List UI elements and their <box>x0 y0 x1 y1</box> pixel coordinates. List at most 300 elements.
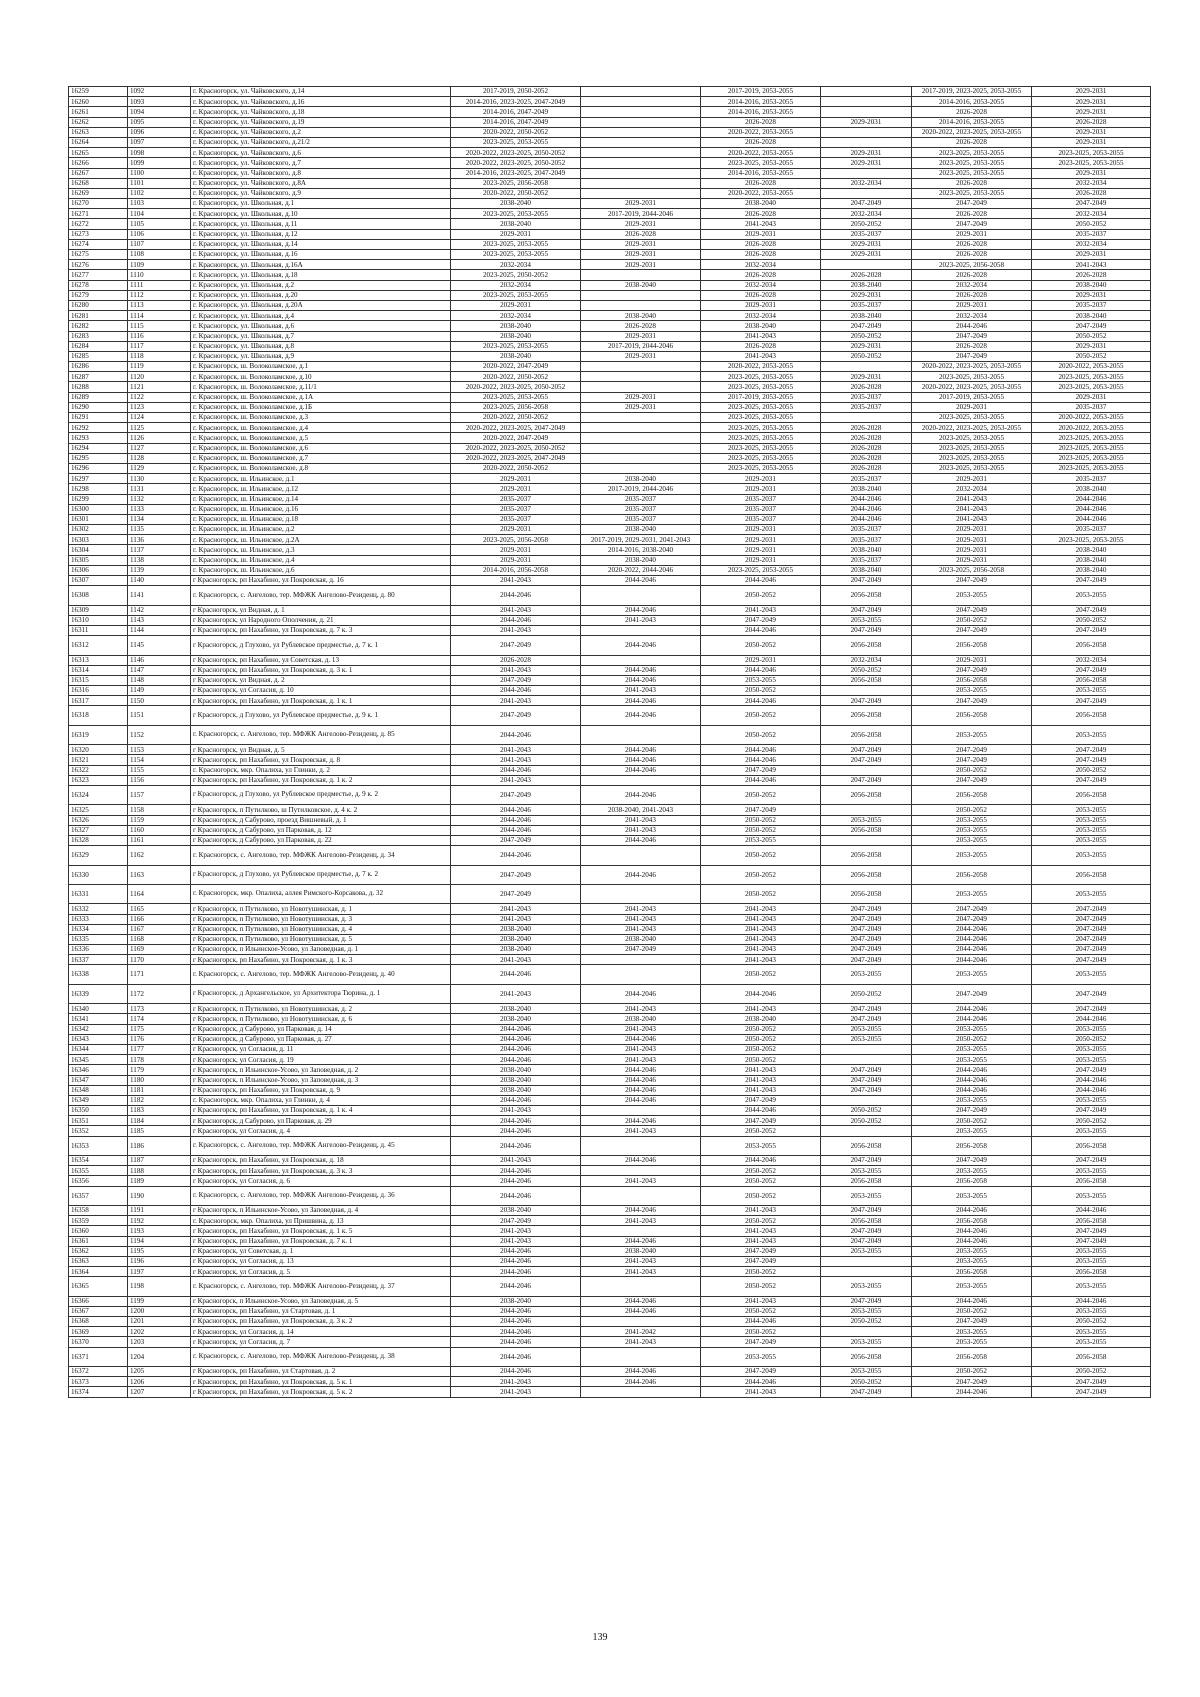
table-row <box>69 786 1151 805</box>
cell-period-d: 2053-2055 <box>821 1306 912 1316</box>
cell-house-number: 1134 <box>128 514 191 524</box>
cell-address: г. Красногорск, ул. Школьная, д.1 <box>191 199 451 209</box>
cell-period-b: 2044-2046 <box>581 1065 701 1075</box>
cell-period-d: 2047-2049 <box>821 199 912 209</box>
cell-period-a: 2044-2046 <box>451 825 581 835</box>
cell-period-b: 2041-2043 <box>581 914 701 924</box>
cell-row-number: 16363 <box>69 1256 128 1266</box>
table-row <box>69 1186 1151 1205</box>
cell-period-b <box>581 148 701 158</box>
cell-period-c: 2038-2040 <box>701 321 821 331</box>
cell-row-number: 16355 <box>69 1166 128 1176</box>
table-row <box>69 351 1151 361</box>
cell-house-number: 1140 <box>128 576 191 586</box>
cell-address: г. Красногорск, ул. Школьная, д.16 <box>191 250 451 260</box>
cell-period-f: 2053-2055 <box>1032 725 1151 744</box>
cell-row-number: 16356 <box>69 1176 128 1186</box>
table-row <box>69 290 1151 300</box>
cell-row-number: 16297 <box>69 474 128 484</box>
cell-period-c: 2047-2049 <box>701 1256 821 1266</box>
table-row <box>69 423 1151 433</box>
cell-period-d: 2056-2058 <box>821 825 912 835</box>
cell-period-e: 2044-2046 <box>912 321 1032 331</box>
table-row <box>69 1166 1151 1176</box>
cell-period-f: 2035-2037 <box>1032 402 1151 412</box>
cell-period-d <box>821 87 912 97</box>
cell-address: г. Красногорск, с. Ангелово, тер. МФЖК Ангелово-Резиденц, д. 80 <box>191 586 451 605</box>
table-row <box>69 984 1151 1003</box>
cell-period-b <box>581 107 701 117</box>
repair-schedule-table <box>68 86 1151 1398</box>
cell-address: г Красногорск, п Путилково, ул Новотушинская, д. 3 <box>191 914 451 924</box>
cell-address: г Красногорск, п Путилково, ул Новотушинская, д. 2 <box>191 1004 451 1014</box>
table-row <box>69 565 1151 575</box>
cell-period-d <box>821 686 912 696</box>
cell-address: г. Красногорск, ул. Чайковского, д.6 <box>191 148 451 158</box>
cell-period-f: 2026-2028 <box>1032 188 1151 198</box>
cell-period-a: 2023-2025, 2053-2055 <box>451 392 581 402</box>
cell-address: г. Красногорск, ш. Ильинское, д.14 <box>191 494 451 504</box>
table-row <box>69 1176 1151 1186</box>
table-row <box>69 825 1151 835</box>
cell-address: г. Красногорск, ул. Школьная, д.4 <box>191 311 451 321</box>
cell-period-e: 2029-2031 <box>912 555 1032 565</box>
cell-period-b: 2044-2046 <box>581 1075 701 1085</box>
cell-period-c: 2047-2049 <box>701 615 821 625</box>
cell-house-number: 1153 <box>128 745 191 755</box>
cell-period-f: 2047-2049 <box>1032 199 1151 209</box>
cell-period-c: 2050-2052 <box>701 1024 821 1034</box>
cell-address: г Красногорск, д Сабурово, ул Парковая, д. 27 <box>191 1034 451 1044</box>
cell-row-number: 16311 <box>69 625 128 635</box>
cell-address: г. Красногорск, ш. Волоколамское, д.3 <box>191 413 451 423</box>
cell-period-a: 2029-2031 <box>451 474 581 484</box>
cell-row-number: 16358 <box>69 1206 128 1216</box>
cell-house-number: 1185 <box>128 1126 191 1136</box>
cell-period-e: 2050-2052 <box>912 1034 1032 1044</box>
table-row <box>69 209 1151 219</box>
table-row <box>69 1367 1151 1377</box>
cell-period-f: 2056-2058 <box>1032 865 1151 884</box>
cell-period-e: 2053-2055 <box>912 586 1032 605</box>
cell-period-c: 2038-2040 <box>701 1014 821 1024</box>
table-row <box>69 625 1151 635</box>
cell-period-c: 2053-2055 <box>701 675 821 685</box>
cell-period-e: 2023-2025, 2053-2055 <box>912 158 1032 168</box>
cell-period-b: 2038-2040 <box>581 934 701 944</box>
cell-address: г Красногорск, рп Нахабино, ул Покровская, д. 3 к. 3 <box>191 1166 451 1176</box>
cell-address: г Красногорск, рп Нахабино, ул Покровская, д. 1 к. 2 <box>191 775 451 785</box>
cell-row-number: 16338 <box>69 965 128 984</box>
cell-period-a: 2041-2043 <box>451 984 581 1003</box>
cell-period-d: 2035-2037 <box>821 535 912 545</box>
cell-period-c: 2035-2037 <box>701 504 821 514</box>
cell-house-number: 1139 <box>128 565 191 575</box>
cell-period-e: 2044-2046 <box>912 945 1032 955</box>
cell-house-number: 1099 <box>128 158 191 168</box>
cell-period-c: 2035-2037 <box>701 514 821 524</box>
cell-house-number: 1095 <box>128 117 191 127</box>
cell-period-c: 2026-2028 <box>701 250 821 260</box>
table-row <box>69 904 1151 914</box>
cell-period-e: 2044-2046 <box>912 1075 1032 1085</box>
cell-period-c: 2026-2028 <box>701 137 821 147</box>
cell-period-b: 2044-2046 <box>581 745 701 755</box>
cell-period-a: 2044-2046 <box>451 1277 581 1296</box>
cell-period-b: 2044-2046 <box>581 706 701 725</box>
table-row <box>69 117 1151 127</box>
cell-address: г Красногорск, ул Согласия, д. 14 <box>191 1327 451 1337</box>
table-row <box>69 87 1151 97</box>
cell-period-f: 2023-2025, 2053-2055 <box>1032 433 1151 443</box>
cell-address: г. Красногорск, ш. Волоколамское, д.11/1 <box>191 382 451 392</box>
cell-period-e: 2020-2022, 2023-2025, 2053-2055 <box>912 382 1032 392</box>
cell-period-c: 2044-2046 <box>701 775 821 785</box>
cell-row-number: 16320 <box>69 745 128 755</box>
cell-period-e: 2053-2055 <box>912 1126 1032 1136</box>
cell-row-number: 16357 <box>69 1186 128 1205</box>
cell-row-number: 16343 <box>69 1034 128 1044</box>
table-row <box>69 686 1151 696</box>
cell-period-e: 2050-2052 <box>912 1306 1032 1316</box>
cell-period-b <box>581 137 701 147</box>
cell-period-f: 2044-2046 <box>1032 1085 1151 1095</box>
cell-period-b <box>581 413 701 423</box>
cell-period-a: 2017-2019, 2050-2052 <box>451 87 581 97</box>
cell-period-d <box>821 805 912 815</box>
cell-row-number: 16301 <box>69 514 128 524</box>
table-row <box>69 270 1151 280</box>
table-row <box>69 311 1151 321</box>
cell-address: г Красногорск, д Глухово, ул Рублевское предместье, д. 7 к. 1 <box>191 636 451 655</box>
cell-period-f: 2047-2049 <box>1032 904 1151 914</box>
cell-period-d <box>821 260 912 270</box>
cell-period-f: 2029-2031 <box>1032 341 1151 351</box>
cell-house-number: 1207 <box>128 1387 191 1397</box>
cell-period-f: 2050-2052 <box>1032 765 1151 775</box>
table-row <box>69 846 1151 865</box>
cell-address: г. Красногорск, ш. Волоколамское, д.1А <box>191 392 451 402</box>
cell-period-f: 2032-2034 <box>1032 239 1151 249</box>
cell-period-d: 2029-2031 <box>821 290 912 300</box>
cell-period-e: 2047-2049 <box>912 984 1032 1003</box>
cell-house-number: 1187 <box>128 1156 191 1166</box>
cell-period-f: 2047-2049 <box>1032 945 1151 955</box>
cell-period-d: 2056-2058 <box>821 586 912 605</box>
cell-period-c: 2026-2028 <box>701 209 821 219</box>
cell-period-c: 2050-2052 <box>701 586 821 605</box>
cell-period-a: 2044-2046 <box>451 1347 581 1366</box>
cell-period-b: 2047-2049 <box>581 945 701 955</box>
cell-period-b: 2029-2031 <box>581 250 701 260</box>
cell-period-c: 2023-2025, 2053-2055 <box>701 158 821 168</box>
cell-period-e: 2053-2055 <box>912 815 1032 825</box>
cell-period-a: 2044-2046 <box>451 815 581 825</box>
cell-period-c: 2044-2046 <box>701 625 821 635</box>
cell-period-f: 2056-2058 <box>1032 1216 1151 1226</box>
table-row <box>69 1136 1151 1155</box>
cell-row-number: 16287 <box>69 372 128 382</box>
cell-address: г Красногорск, п Путилково, ул Новотушинская, д. 4 <box>191 924 451 934</box>
cell-period-b <box>581 372 701 382</box>
cell-house-number: 1122 <box>128 392 191 402</box>
cell-row-number: 16296 <box>69 463 128 473</box>
cell-period-a: 2044-2046 <box>451 1034 581 1044</box>
cell-period-b: 2041-2043 <box>581 1126 701 1136</box>
cell-address: г. Красногорск, ул. Чайковского, д.21/2 <box>191 137 451 147</box>
cell-period-a: 2041-2043 <box>451 1236 581 1246</box>
cell-house-number: 1184 <box>128 1116 191 1126</box>
cell-period-c: 2050-2052 <box>701 1055 821 1065</box>
cell-address: г Красногорск, ул Согласия, д. 13 <box>191 1256 451 1266</box>
cell-period-f: 2053-2055 <box>1032 884 1151 903</box>
cell-period-a: 2014-2016, 2023-2025, 2047-2049 <box>451 168 581 178</box>
cell-period-b <box>581 117 701 127</box>
cell-period-a: 2047-2049 <box>451 835 581 845</box>
cell-house-number: 1155 <box>128 765 191 775</box>
cell-period-b: 2044-2046 <box>581 865 701 884</box>
cell-address: г. Красногорск, ш. Волоколамское, д.8 <box>191 463 451 473</box>
table-row <box>69 250 1151 260</box>
cell-address: г Красногорск, рп Нахабино, ул Покровская, д. 1 к. 1 <box>191 696 451 706</box>
cell-house-number: 1174 <box>128 1014 191 1024</box>
cell-period-e: 2047-2049 <box>912 775 1032 785</box>
cell-period-c: 2053-2055 <box>701 1136 821 1155</box>
cell-period-e: 2047-2049 <box>912 199 1032 209</box>
cell-period-b: 2044-2046 <box>581 675 701 685</box>
cell-period-a: 2044-2046 <box>451 1337 581 1347</box>
cell-period-d: 2053-2055 <box>821 615 912 625</box>
cell-period-e: 2047-2049 <box>912 625 1032 635</box>
cell-period-f: 2053-2055 <box>1032 835 1151 845</box>
cell-address: г. Красногорск, ш. Волоколамское, д.6 <box>191 443 451 453</box>
cell-period-e: 2044-2046 <box>912 1014 1032 1024</box>
table-row <box>69 97 1151 107</box>
cell-row-number: 16312 <box>69 636 128 655</box>
cell-house-number: 1172 <box>128 984 191 1003</box>
cell-period-a: 2038-2040 <box>451 945 581 955</box>
cell-period-e: 2053-2055 <box>912 1277 1032 1296</box>
table-row <box>69 1337 1151 1347</box>
cell-period-e: 2044-2046 <box>912 1296 1032 1306</box>
cell-period-d <box>821 107 912 117</box>
cell-period-d: 2050-2052 <box>821 331 912 341</box>
table-row <box>69 1256 1151 1266</box>
table-row <box>69 1226 1151 1236</box>
cell-row-number: 16346 <box>69 1065 128 1075</box>
cell-period-e: 2026-2028 <box>912 107 1032 117</box>
cell-row-number: 16348 <box>69 1085 128 1095</box>
cell-address: г. Красногорск, ш. Волоколамское, д.4 <box>191 423 451 433</box>
cell-period-f: 2053-2055 <box>1032 1044 1151 1054</box>
cell-house-number: 1177 <box>128 1044 191 1054</box>
cell-row-number: 16286 <box>69 362 128 372</box>
cell-period-f: 2047-2049 <box>1032 1226 1151 1236</box>
cell-period-a: 2044-2046 <box>451 1136 581 1155</box>
cell-period-b <box>581 87 701 97</box>
cell-period-f: 2038-2040 <box>1032 555 1151 565</box>
cell-house-number: 1106 <box>128 229 191 239</box>
cell-period-f: 2047-2049 <box>1032 755 1151 765</box>
cell-house-number: 1199 <box>128 1296 191 1306</box>
cell-period-d: 2044-2046 <box>821 494 912 504</box>
cell-row-number: 16372 <box>69 1367 128 1377</box>
cell-period-b: 2044-2046 <box>581 665 701 675</box>
cell-period-a: 2041-2043 <box>451 1377 581 1387</box>
cell-period-a: 2044-2046 <box>451 805 581 815</box>
cell-period-f: 2047-2049 <box>1032 1236 1151 1246</box>
cell-period-e: 2047-2049 <box>912 1156 1032 1166</box>
cell-period-e: 2029-2031 <box>912 655 1032 665</box>
cell-period-a: 2044-2046 <box>451 1095 581 1105</box>
cell-row-number: 16344 <box>69 1044 128 1054</box>
cell-period-f: 2047-2049 <box>1032 576 1151 586</box>
cell-period-a: 2041-2043 <box>451 914 581 924</box>
table-row <box>69 392 1151 402</box>
cell-period-f: 2053-2055 <box>1032 1024 1151 1034</box>
cell-period-d: 2047-2049 <box>821 904 912 914</box>
cell-house-number: 1168 <box>128 934 191 944</box>
cell-period-d: 2047-2049 <box>821 1387 912 1397</box>
cell-period-e: 2053-2055 <box>912 1024 1032 1034</box>
cell-house-number: 1107 <box>128 239 191 249</box>
cell-house-number: 1158 <box>128 805 191 815</box>
cell-period-d: 2026-2028 <box>821 453 912 463</box>
cell-period-d: 2056-2058 <box>821 706 912 725</box>
table-row <box>69 555 1151 565</box>
cell-period-d: 2056-2058 <box>821 1176 912 1186</box>
cell-period-a: 2038-2040 <box>451 351 581 361</box>
cell-period-d: 2044-2046 <box>821 514 912 524</box>
cell-period-d <box>821 1126 912 1136</box>
cell-period-f: 2035-2037 <box>1032 229 1151 239</box>
cell-period-d: 2047-2049 <box>821 1206 912 1216</box>
table-row <box>69 1116 1151 1126</box>
cell-period-e: 2023-2025, 2053-2055 <box>912 433 1032 443</box>
cell-period-a: 2041-2043 <box>451 625 581 635</box>
cell-period-c: 2041-2043 <box>701 605 821 615</box>
table-row <box>69 696 1151 706</box>
cell-house-number: 1157 <box>128 786 191 805</box>
cell-row-number: 16279 <box>69 290 128 300</box>
table-row <box>69 586 1151 605</box>
cell-row-number: 16304 <box>69 545 128 555</box>
cell-period-d <box>821 1267 912 1277</box>
table-row <box>69 239 1151 249</box>
cell-period-b <box>581 846 701 865</box>
cell-period-f: 2038-2040 <box>1032 280 1151 290</box>
cell-period-a: 2044-2046 <box>451 686 581 696</box>
cell-period-a: 2020-2022, 2047-2049 <box>451 433 581 443</box>
cell-period-f: 2026-2028 <box>1032 270 1151 280</box>
cell-period-e: 2023-2025, 2053-2055 <box>912 372 1032 382</box>
cell-house-number: 1135 <box>128 525 191 535</box>
table-row <box>69 229 1151 239</box>
cell-house-number: 1183 <box>128 1106 191 1116</box>
cell-address: г. Красногорск, ш. Ильинское, д.18 <box>191 514 451 524</box>
cell-address: г. Красногорск, ул. Школьная, д.16А <box>191 260 451 270</box>
cell-row-number: 16336 <box>69 945 128 955</box>
cell-period-d <box>821 1327 912 1337</box>
cell-address: г. Красногорск, с. Ангелово, тер. МФЖК Ангелово-Резиденц, д. 37 <box>191 1277 451 1296</box>
cell-row-number: 16270 <box>69 199 128 209</box>
cell-period-c: 2026-2028 <box>701 341 821 351</box>
table-row <box>69 775 1151 785</box>
cell-period-b: 2041-2043 <box>581 615 701 625</box>
cell-period-a: 2044-2046 <box>451 1256 581 1266</box>
cell-period-c: 2044-2046 <box>701 1106 821 1116</box>
cell-period-a: 2044-2046 <box>451 765 581 775</box>
cell-period-a: 2038-2040 <box>451 199 581 209</box>
cell-house-number: 1114 <box>128 311 191 321</box>
cell-period-c: 2035-2037 <box>701 494 821 504</box>
cell-period-b <box>581 433 701 443</box>
cell-period-b <box>581 1226 701 1236</box>
cell-period-e: 2023-2025, 2053-2055 <box>912 443 1032 453</box>
cell-house-number: 1159 <box>128 815 191 825</box>
cell-row-number: 16353 <box>69 1136 128 1155</box>
cell-period-e: 2044-2046 <box>912 955 1032 965</box>
cell-period-d: 2026-2028 <box>821 382 912 392</box>
cell-period-e: 2056-2058 <box>912 786 1032 805</box>
cell-house-number: 1144 <box>128 625 191 635</box>
cell-period-d: 2047-2049 <box>821 1065 912 1075</box>
cell-period-e: 2023-2025, 2053-2055 <box>912 463 1032 473</box>
cell-row-number: 16261 <box>69 107 128 117</box>
cell-period-f: 2029-2031 <box>1032 392 1151 402</box>
cell-period-e: 2047-2049 <box>912 696 1032 706</box>
cell-row-number: 16273 <box>69 229 128 239</box>
cell-house-number: 1125 <box>128 423 191 433</box>
cell-house-number: 1116 <box>128 331 191 341</box>
cell-house-number: 1194 <box>128 1236 191 1246</box>
cell-period-a: 2044-2046 <box>451 586 581 605</box>
cell-address: г Красногорск, ул Согласия, д. 11 <box>191 1044 451 1054</box>
cell-address: г. Красногорск, ул. Чайковского, д.9 <box>191 188 451 198</box>
cell-row-number: 16267 <box>69 168 128 178</box>
cell-row-number: 16367 <box>69 1306 128 1316</box>
cell-address: г Красногорск, д Сабурово, ул Парковая, д. 29 <box>191 1116 451 1126</box>
cell-period-a: 2020-2022, 2047-2049 <box>451 362 581 372</box>
cell-period-e: 2047-2049 <box>912 351 1032 361</box>
cell-period-d: 2047-2049 <box>821 1236 912 1246</box>
cell-period-a: 2032-2034 <box>451 280 581 290</box>
cell-address: г Красногорск, рп Нахабино, ул Стартовая, д. 1 <box>191 1306 451 1316</box>
schedule-table-container <box>68 86 1124 1398</box>
cell-period-b <box>581 453 701 463</box>
cell-address: г. Красногорск, ул. Школьная, д.6 <box>191 321 451 331</box>
cell-period-a: 2044-2046 <box>451 1267 581 1277</box>
cell-address: г Красногорск, рп Нахабино, ул Покровская, д. 8 <box>191 755 451 765</box>
cell-period-f: 2047-2049 <box>1032 934 1151 944</box>
cell-period-e: 2056-2058 <box>912 1267 1032 1277</box>
cell-house-number: 1160 <box>128 825 191 835</box>
cell-house-number: 1170 <box>128 955 191 965</box>
cell-period-e: 2017-2019, 2023-2025, 2053-2055 <box>912 87 1032 97</box>
table-row <box>69 219 1151 229</box>
cell-period-b: 2035-2037 <box>581 494 701 504</box>
cell-period-e: 2056-2058 <box>912 1136 1032 1155</box>
cell-period-c: 2032-2034 <box>701 260 821 270</box>
cell-row-number: 16364 <box>69 1267 128 1277</box>
cell-period-b: 2044-2046 <box>581 636 701 655</box>
cell-house-number: 1152 <box>128 725 191 744</box>
cell-period-c: 2029-2031 <box>701 525 821 535</box>
cell-period-f: 2044-2046 <box>1032 514 1151 524</box>
table-row <box>69 1267 1151 1277</box>
cell-period-e: 2047-2049 <box>912 914 1032 924</box>
cell-period-e: 2044-2046 <box>912 924 1032 934</box>
